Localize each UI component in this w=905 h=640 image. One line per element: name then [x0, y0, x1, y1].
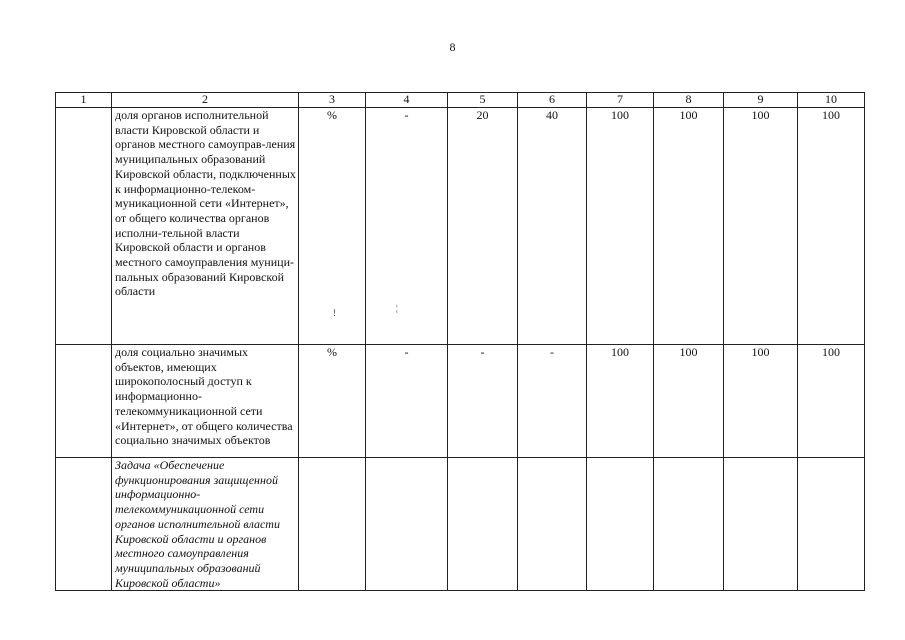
table-row	[56, 458, 865, 591]
unit-cell: %	[299, 345, 366, 458]
value-cell: 100	[587, 345, 654, 458]
value-cell: 100	[724, 345, 798, 458]
column-header: 6	[518, 93, 587, 108]
scan-speck: !	[333, 308, 336, 318]
column-header: 9	[724, 93, 798, 108]
value-cell: 20	[448, 108, 518, 345]
column-header: 3	[299, 93, 366, 108]
indicator-description: доля органов исполнительной власти Кировской области и органов местного самоуправ-ления муниципальных образований Кировской области, подключенных к информационно-телеком-муникационной сети «Интернет», от общего количества органов исполни-тельной власти Кировской области и органов местного самоуправления муници-пальных образований Кировской области	[112, 108, 299, 345]
value-cell: 100	[654, 345, 724, 458]
value-cell: 40	[518, 108, 587, 345]
value-cell	[366, 458, 448, 591]
unit-cell	[299, 458, 366, 591]
column-header: 4	[366, 93, 448, 108]
value-cell	[587, 458, 654, 591]
column-header: 2	[112, 93, 299, 108]
value-cell: -	[366, 108, 448, 345]
value-cell	[448, 458, 518, 591]
value-cell	[518, 458, 587, 591]
value-cell: 100	[798, 345, 865, 458]
scan-speck: ¦	[396, 303, 398, 313]
value-cell: -	[366, 345, 448, 458]
indicator-description: доля социально значимых объектов, имеющих широкополосный доступ к информационно-телекоммуникационной сети «Интернет», от общего количества социально значимых объектов	[112, 345, 299, 458]
value-cell	[654, 458, 724, 591]
indicators-table	[55, 92, 865, 591]
table-header-row	[56, 93, 865, 108]
row-number-cell	[56, 345, 112, 458]
value-cell: 100	[587, 108, 654, 345]
column-header: 7	[587, 93, 654, 108]
value-cell: 100	[798, 108, 865, 345]
value-cell: 100	[654, 108, 724, 345]
value-cell: -	[448, 345, 518, 458]
row-number-cell	[56, 108, 112, 345]
table-row	[56, 108, 865, 345]
value-cell	[798, 458, 865, 591]
column-header: 5	[448, 93, 518, 108]
value-cell: 100	[724, 108, 798, 345]
column-header: 8	[654, 93, 724, 108]
row-number-cell	[56, 458, 112, 591]
task-description: Задача «Обеспечение функционирования защищенной информационно-телекоммуникационной сети органов исполнительной власти Кировской области и органов местного самоуправления муниципальных образований Кировской области»	[112, 458, 299, 591]
column-header: 1	[56, 93, 112, 108]
unit-cell: %	[299, 108, 366, 345]
value-cell: -	[518, 345, 587, 458]
table-row	[56, 345, 865, 458]
column-header: 10	[798, 93, 865, 108]
value-cell	[724, 458, 798, 591]
page-number: 8	[449, 40, 456, 54]
